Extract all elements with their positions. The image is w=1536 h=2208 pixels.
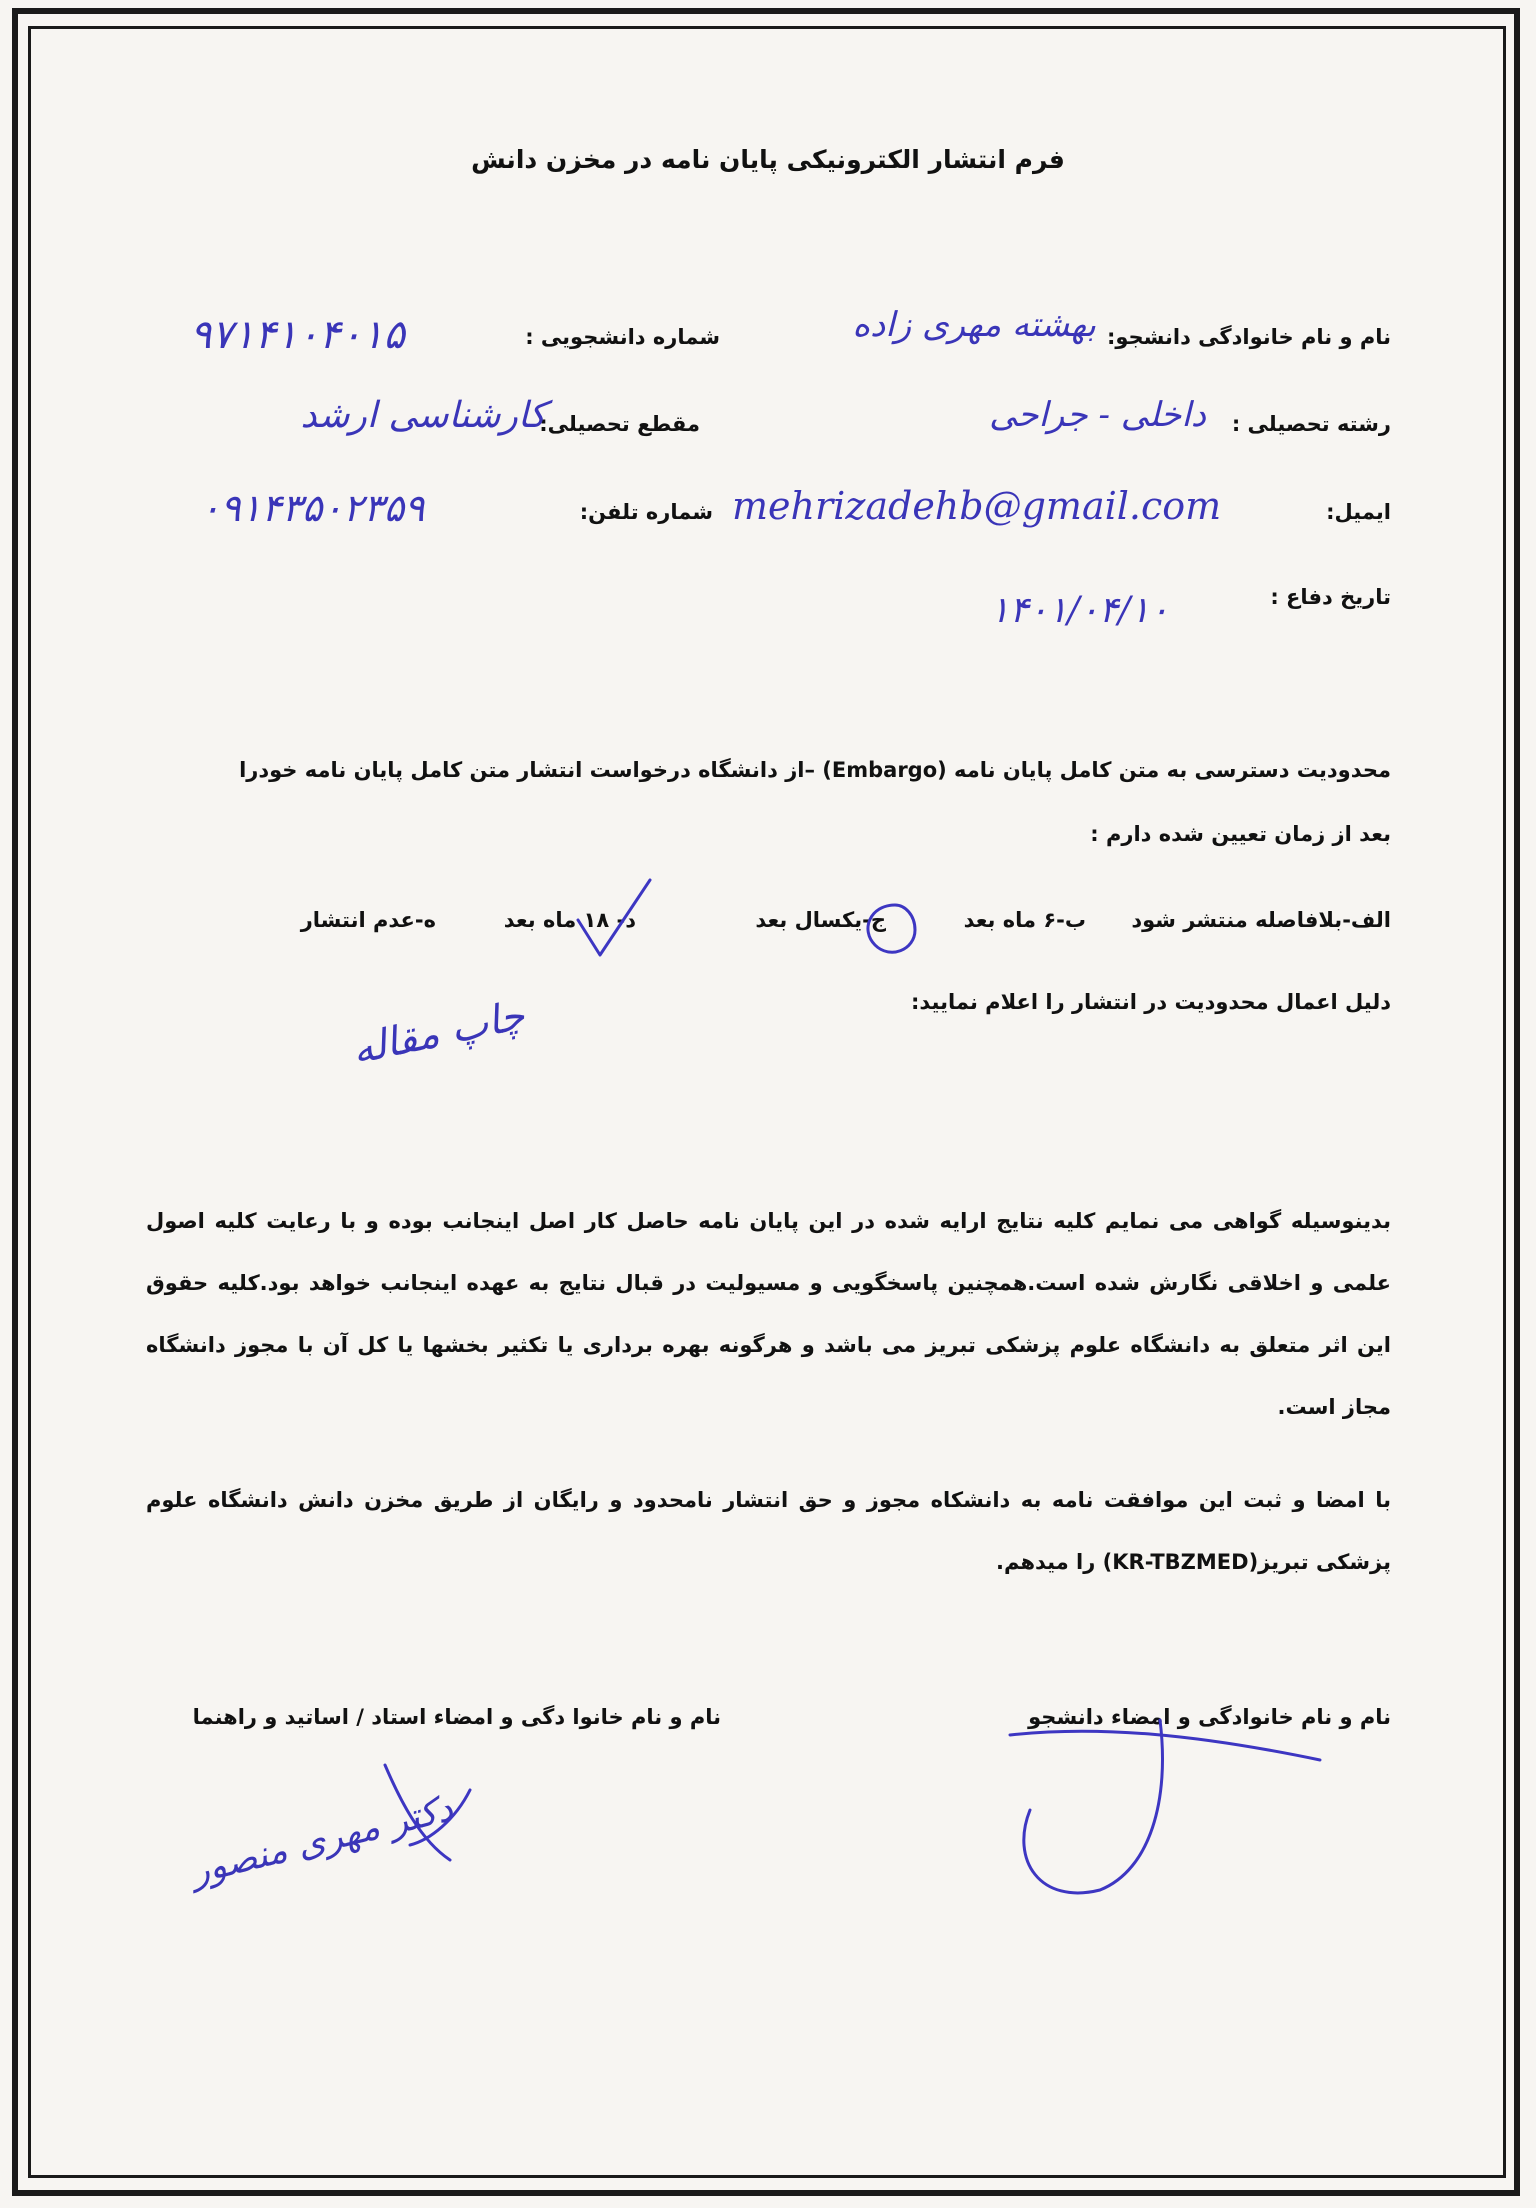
embargo-option-6-months: ب-۶ ماه بعد <box>963 908 1086 932</box>
embargo-line-1: محدودیت دسترسی به متن کامل پایان نامه (Embargo) –از دانشگاه درخواست انتشار متن کامل پایان نامه خودرا <box>239 758 1391 782</box>
advisor-signature-name: دکتر مهری منصور <box>186 1788 457 1893</box>
degree-label: مقطع تحصیلی: <box>539 412 700 436</box>
embargo-option-1-year: ج-یکسال بعد <box>755 908 886 932</box>
student-signature-label: نام و نام خانوادگی و امضاء دانشجو <box>1028 1705 1391 1729</box>
major-value: داخلی - جراحی <box>989 395 1206 435</box>
student-name-value: بهشته مهری زاده <box>852 305 1096 345</box>
student-name-label: نام و نام خانوادگی دانشجو: <box>1106 325 1391 349</box>
embargo-option-immediate: الف-بلافاصله منتشر شود <box>1131 908 1391 932</box>
embargo-reason-value: چاپ مقاله <box>348 992 529 1074</box>
defense-date-label: تاریخ دفاع : <box>1270 585 1391 609</box>
degree-value: کارشناسی ارشد <box>300 395 546 436</box>
embargo-line-2: بعد از زمان تعیین شده دارم : <box>1090 822 1391 846</box>
advisor-signature-label: نام و نام خانوا دگی و امضاء استاد / اساتید و راهنما <box>192 1705 721 1729</box>
embargo-option-no-publish: ه-عدم انتشار <box>300 908 436 932</box>
declaration-paragraph-1: بدینوسیله گواهی می نمایم کلیه نتایج ارایه شده در این پایان نامه حاصل کار اصل اینجانب بوده و با رعایت کلیه اصول علمی و اخلاقی نگارش شده است.همچنین پاسخگویی و مسیولیت در قبال نتایج به عهده اینجانب خواهد بود.کلیه حقوق این اثر متعلق به دانشگاه علوم پزشکی تبریز می باشد و هرگونه بهره برداری یا تکثیر بخشها یا کل آن با مجوز دانشگاه مجاز است. <box>146 1209 1391 1419</box>
embargo-reason-label: دلیل اعمال محدودیت در انتشار را اعلام نمایید: <box>911 990 1391 1014</box>
form-title: فرم انتشار الکترونیکی پایان نامه در مخزن دانش <box>471 145 1065 174</box>
student-number-value: ۹۷۱۴۱۰۴۰۱۵ <box>190 312 405 358</box>
major-label: رشته تحصیلی : <box>1231 412 1391 436</box>
defense-date-value: ۱۴۰۱/۰۴/۱۰ <box>990 590 1169 631</box>
email-value: mehrizadehb@gmail.com <box>732 484 1222 528</box>
declaration-paragraph-2: با امضا و ثبت این موافقت نامه به دانشکاه مجوز و حق انتشار نامحدود و رایگان از طریق مخزن دانش دانشگاه علوم پزشکی تبریز(KR-TBZMED) را میدهم. <box>146 1488 1391 1574</box>
email-label: ایمیل: <box>1326 500 1391 524</box>
embargo-option-18-months: د- ۱۸ ماه بعد <box>503 908 636 932</box>
phone-label: شماره تلفن: <box>579 500 713 524</box>
phone-value: ۰۹۱۴۳۵۰۲۳۵۹ <box>200 486 425 530</box>
student-number-label: شماره دانشجویی : <box>525 325 720 349</box>
